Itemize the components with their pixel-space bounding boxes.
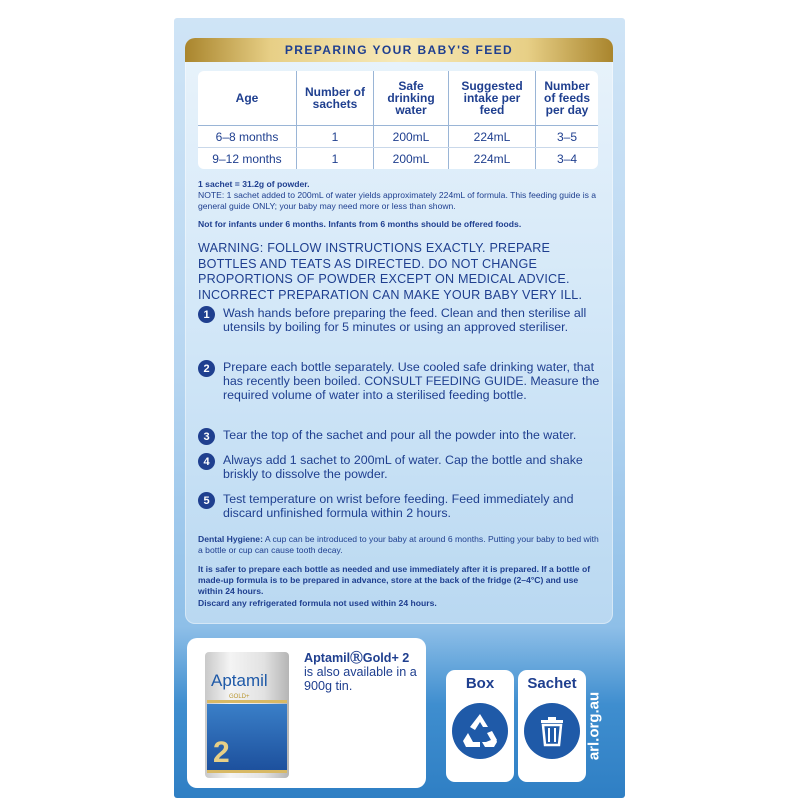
promo-availability: is also available in a 900g tin.	[304, 665, 417, 693]
step-text: Always add 1 sachet to 200mL of water. Cap the bottle and shake briskly to dissolve the powder.	[223, 453, 583, 481]
step-item	[198, 492, 604, 520]
recycle-box-badge	[446, 670, 514, 782]
section-title: PREPARING YOUR BABY'S FEED	[284, 43, 514, 57]
warning-text: WARNING: FOLLOW INSTRUCTIONS EXACTLY. PREPARE BOTTLES AND TEATS AS DIRECTED. DO NOT CHANGE PROPORTIONS OF POWDER EXCEPT ON MEDICAL ADVICE. INCORRECT PREPARATION CAN MAKE YOUR BABY VERY ILL.	[198, 241, 583, 302]
feeding-table	[198, 71, 598, 169]
discard-text: Discard any refrigerated formula not used within 24 hours.	[198, 598, 437, 608]
formula-tin-image	[203, 648, 291, 782]
table-header-cell: Number of feeds per day	[536, 71, 599, 126]
table-header-row	[198, 71, 598, 126]
recycle-sachet-badge	[518, 670, 586, 782]
step-text: Prepare each bottle separately. Use cooled safe drinking water, that has recently been boiled. CONSULT FEEDING GUIDE. Measure the required volume of water into a sterilised feeding bottle.	[223, 360, 600, 402]
age-warning: Not for infants under 6 months. Infants from 6 months should be offered foods.	[198, 219, 522, 229]
table-row	[198, 148, 598, 170]
table-cell: 224mL	[449, 126, 536, 148]
table-cell: 1	[297, 126, 374, 148]
step-text: Wash hands before preparing the feed. Clean and then sterilise all utensils by boiling for 5 minutes or using an approved steriliser.	[223, 306, 587, 334]
step-number: 5	[198, 492, 215, 509]
step-item	[198, 306, 604, 334]
table-header-cell: Age	[198, 71, 297, 126]
sachet-weight: 1 sachet = 31.2g of powder.	[198, 179, 310, 189]
table-cell: 200mL	[374, 126, 449, 148]
recycle-website-text: arl.org.au	[585, 691, 603, 761]
step-text: Tear the top of the sachet and pour all the powder into the water.	[223, 428, 577, 442]
table-cell: 6–8 months	[198, 126, 297, 148]
step-item	[198, 453, 604, 481]
dental-label: Dental Hygiene:	[198, 534, 263, 544]
table-cell: 224mL	[449, 148, 536, 170]
recycle-icon	[452, 703, 508, 759]
trash-bin-icon	[524, 703, 580, 759]
table-header-cell: Suggested intake per feed	[449, 71, 536, 126]
table-cell: 200mL	[374, 148, 449, 170]
promo-text	[304, 651, 422, 693]
tin-brand-text: Aptamil	[211, 671, 268, 690]
table-cell: 3–4	[556, 151, 578, 166]
tin-stage-text: 2	[213, 736, 230, 769]
table-header-cell: Safe drinking water	[374, 71, 449, 126]
storage-text: It is safer to prepare each bottle as needed and use immediately after it is prepared. If a bottle of made-up formula is to be prepared in advance, store at the back of the fridge (2–4°C) and use within 24 hours.	[198, 564, 591, 596]
dental-text: A cup can be introduced to your baby at around 6 months. Putting your baby to bed with a bottle or cup can cause tooth decay.	[198, 534, 599, 555]
section-header	[185, 38, 613, 62]
recycle-box-label: Box	[465, 675, 495, 692]
step-number: 4	[198, 453, 215, 470]
table-cell: 9–12 months	[198, 148, 297, 170]
table-cell: 3–5	[536, 126, 599, 148]
dental-hygiene	[198, 534, 604, 556]
promo-product: AptamilⓇGold+ 2	[304, 651, 410, 665]
table-header-cell: Number of sachets	[297, 71, 374, 126]
table-row	[198, 126, 598, 148]
step-number: 3	[198, 428, 215, 445]
step-text: Test temperature on wrist before feeding. Feed immediately and discard unfinished formula within 2 hours.	[223, 492, 574, 520]
recycle-sachet-label: Sachet	[527, 675, 577, 692]
step-number: 1	[198, 306, 215, 323]
step-number: 2	[198, 360, 215, 377]
step-item	[198, 360, 604, 402]
feeding-note: NOTE: 1 sachet added to 200mL of water yields approximately 224mL of formula. This feeding guide is a general guide ONLY; your baby may need more or less than shown.	[198, 190, 597, 211]
recycle-website	[579, 672, 609, 780]
tin-sub-text: GOLD+	[229, 694, 250, 700]
table-cell: 1	[297, 148, 374, 170]
step-item	[198, 428, 604, 445]
